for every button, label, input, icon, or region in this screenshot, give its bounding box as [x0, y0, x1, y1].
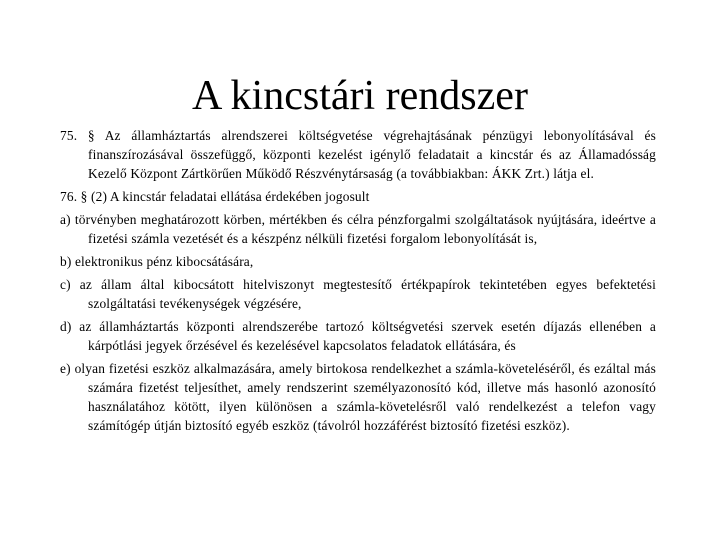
- slide-title: A kincstári rendszer: [192, 73, 528, 119]
- list-item-a: a) törvényben meghatározott körben, mértékben és célra pénzforgalmi szolgáltatások nyújtására, ideértve a fizetési számla vezetését és a készpénz nélküli fizetési forgalom lebonyolítását is,: [60, 212, 656, 246]
- list-item-c: c) az állam által kibocsátott hitelviszonyt megtestesítő értékpapírok tekintetében egyes befektetési szolgáltatási tevékenységek végzésére,: [60, 277, 656, 311]
- paragraph-76: 76. § (2) A kincstár feladatai ellátása érdekében jogosult: [60, 189, 370, 204]
- body-text: [60, 126, 656, 439]
- paragraph-75: 75. § Az államháztartás alrendszerei költségvetése végrehajtásának pénzügyi lebonyolításával és finanszírozásával összefüggő, központi kezelést igénylő feladatait a kincstár és az Államadósság Kezelő Központ Zártkörűen Működő Részvénytársaság (a továbbiakban: ÁKK Zrt.) látja el.: [60, 128, 656, 181]
- list-item-d: d) az államháztartás központi alrendszerébe tartozó költségvetési szervek esetén díjazás ellenében a kárpótlási jegyek őrzésével és kezelésével kapcsolatos feladatok ellátására, és: [60, 319, 656, 353]
- list-item-b: b) elektronikus pénz kibocsátására,: [60, 254, 254, 269]
- list-item-e: e) olyan fizetési eszköz alkalmazására, amely birtokosa rendelkezhet a számla-követeléséről, és ezáltal más számára fizetést teljesíthet, amely rendszerint személyazonosító kód, illetve más hasonló azonosító használatához kötött, ilyen különösen a számla-követelésről való rendelkezést a telefon vagy számítógép útján biztosító egyéb eszköz (távolról hozzáférést biztosító fizetési eszköz).: [60, 361, 656, 433]
